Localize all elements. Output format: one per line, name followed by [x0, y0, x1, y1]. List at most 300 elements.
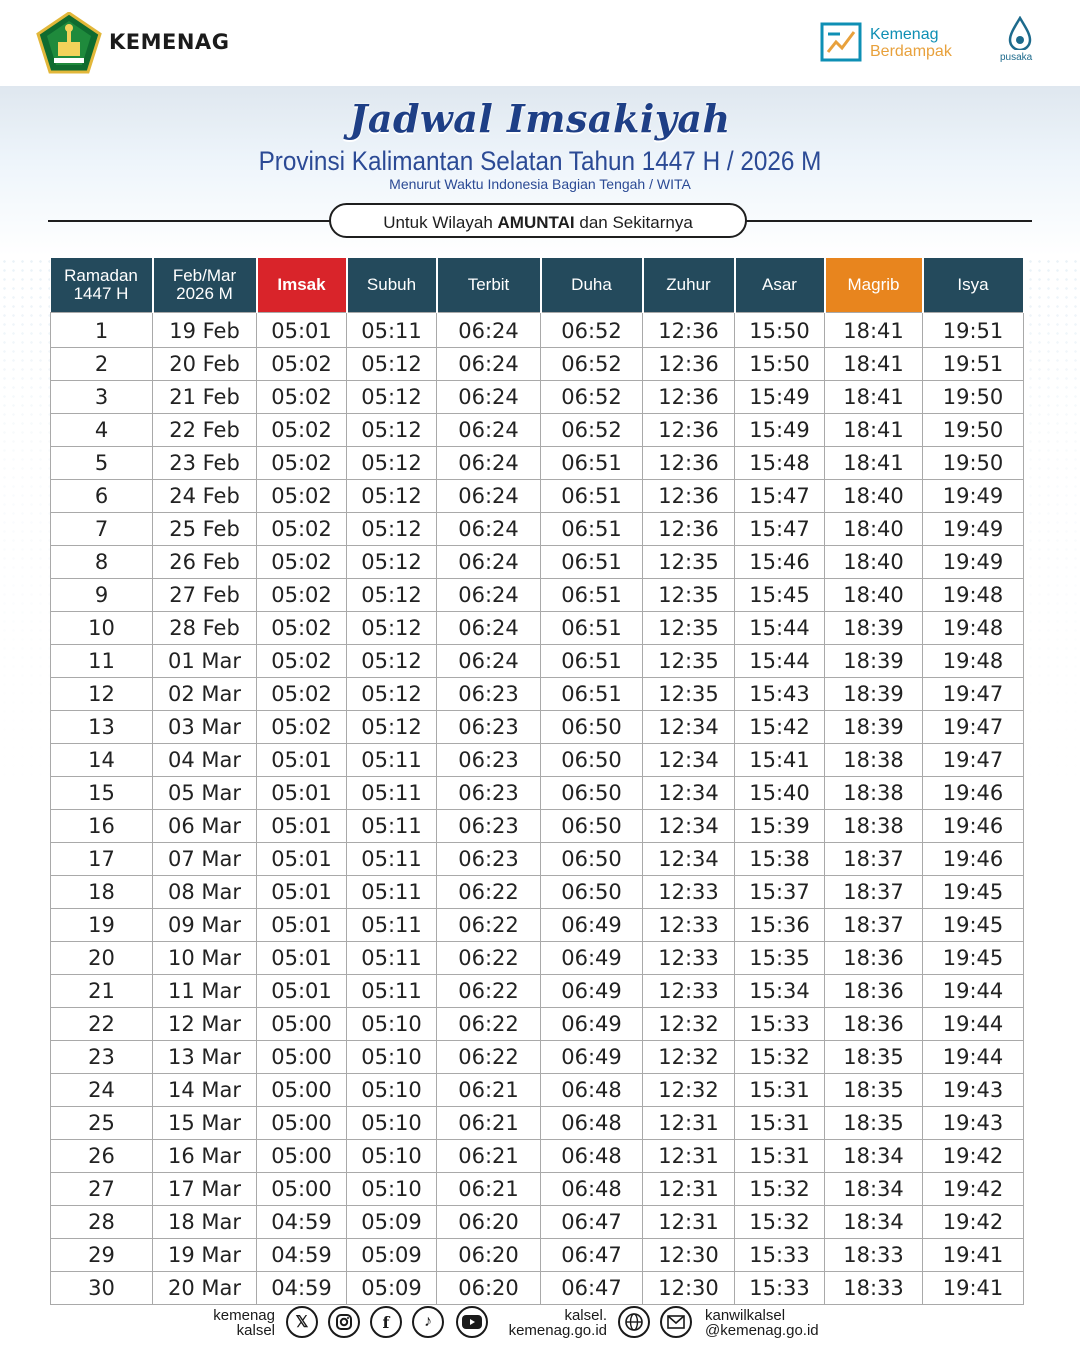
table-cell: 15 Mar	[153, 1107, 257, 1140]
table-cell: 18:41	[825, 381, 923, 414]
table-cell: 12:36	[643, 480, 735, 513]
table-cell: 10	[51, 612, 153, 645]
table-cell: 15:40	[735, 777, 825, 810]
table-cell: 05:11	[347, 942, 437, 975]
table-row	[51, 678, 1024, 711]
table-cell: 19:48	[923, 579, 1024, 612]
table-row	[51, 942, 1024, 975]
table-cell: 05:02	[257, 348, 347, 381]
top-bar	[0, 0, 1080, 86]
table-cell: 15:46	[735, 546, 825, 579]
column-header	[153, 258, 257, 313]
timezone-note: Menurut Waktu Indonesia Bagian Tengah / WITA	[389, 176, 691, 192]
table-cell: 05:12	[347, 678, 437, 711]
table-row	[51, 1107, 1024, 1140]
table-cell: 15:31	[735, 1140, 825, 1173]
table-cell: 19:48	[923, 645, 1024, 678]
table-row	[51, 777, 1024, 810]
table-cell: 19:47	[923, 678, 1024, 711]
table-cell: 06:51	[541, 447, 643, 480]
table-row	[51, 975, 1024, 1008]
table-cell: 7	[51, 513, 153, 546]
table-cell: 15:47	[735, 513, 825, 546]
table-cell: 05:12	[347, 480, 437, 513]
table-row	[51, 579, 1024, 612]
table-cell: 15:35	[735, 942, 825, 975]
table-cell: 05:12	[347, 447, 437, 480]
table-cell: 12:36	[643, 348, 735, 381]
table-cell: 12:36	[643, 513, 735, 546]
table-cell: 15:38	[735, 843, 825, 876]
facebook-icon[interactable]: f	[370, 1306, 402, 1338]
table-cell: 06:49	[541, 1008, 643, 1041]
table-row	[51, 1008, 1024, 1041]
table-cell: 06:50	[541, 810, 643, 843]
table-cell: 09 Mar	[153, 909, 257, 942]
table-row	[51, 348, 1024, 381]
youtube-icon[interactable]	[456, 1306, 488, 1338]
table-cell: 05:10	[347, 1041, 437, 1074]
table-cell: 28 Feb	[153, 612, 257, 645]
table-cell: 12:35	[643, 612, 735, 645]
table-cell: 19:46	[923, 810, 1024, 843]
partner-logos	[820, 14, 1050, 74]
table-cell: 19 Mar	[153, 1239, 257, 1272]
table-cell: 05:01	[257, 942, 347, 975]
table-cell: 18:40	[825, 513, 923, 546]
table-cell: 19:49	[923, 513, 1024, 546]
table-cell: 06:22	[437, 1041, 541, 1074]
table-cell: 06:51	[541, 678, 643, 711]
table-cell: 06:52	[541, 381, 643, 414]
table-cell: 12 Mar	[153, 1008, 257, 1041]
table-cell: 15:42	[735, 711, 825, 744]
table-row	[51, 711, 1024, 744]
table-cell: 17	[51, 843, 153, 876]
table-cell: 06:48	[541, 1140, 643, 1173]
table-cell: 13 Mar	[153, 1041, 257, 1074]
table-cell: 12:35	[643, 678, 735, 711]
table-cell: 06:51	[541, 612, 643, 645]
column-header	[923, 258, 1024, 313]
table-cell: 24 Feb	[153, 480, 257, 513]
table-row	[51, 1140, 1024, 1173]
table-cell: 19:46	[923, 843, 1024, 876]
table-cell: 05:01	[257, 876, 347, 909]
table-cell: 03 Mar	[153, 711, 257, 744]
table-cell: 15:39	[735, 810, 825, 843]
x-icon[interactable]: 𝕏	[286, 1306, 318, 1338]
table-cell: 18	[51, 876, 153, 909]
table-cell: 22	[51, 1008, 153, 1041]
table-cell: 06:52	[541, 414, 643, 447]
table-cell: 05:12	[347, 645, 437, 678]
mail-icon[interactable]	[660, 1306, 692, 1338]
table-row	[51, 1074, 1024, 1107]
table-cell: 12:34	[643, 711, 735, 744]
table-cell: 05:01	[257, 777, 347, 810]
table-cell: 05:10	[347, 1008, 437, 1041]
table-cell: 18:35	[825, 1041, 923, 1074]
table-cell: 05:11	[347, 909, 437, 942]
table-cell: 05 Mar	[153, 777, 257, 810]
region-name: AMUNTAI	[497, 213, 575, 232]
table-cell: 04:59	[257, 1206, 347, 1239]
table-cell: 24	[51, 1074, 153, 1107]
table-body	[51, 313, 1024, 1305]
table-cell: 15:49	[735, 381, 825, 414]
table-row	[51, 1173, 1024, 1206]
region-prefix: Untuk Wilayah	[383, 213, 498, 232]
divider-left	[48, 220, 330, 222]
table-cell: 06:22	[437, 975, 541, 1008]
table-cell: 05:00	[257, 1074, 347, 1107]
table-cell: 06:23	[437, 810, 541, 843]
page-subtitle: Provinsi Kalimantan Selatan Tahun 1447 H / 2026 M	[258, 146, 822, 176]
table-cell: 06:22	[437, 1008, 541, 1041]
table-cell: 05:12	[347, 579, 437, 612]
table-cell: 05:02	[257, 480, 347, 513]
social-handle-line2: kalsel	[236, 1322, 275, 1339]
table-cell: 15:49	[735, 414, 825, 447]
table-cell: 05:11	[347, 876, 437, 909]
table-cell: 12	[51, 678, 153, 711]
table-cell: 07 Mar	[153, 843, 257, 876]
table-cell: 18:38	[825, 744, 923, 777]
table-cell: 16	[51, 810, 153, 843]
table-cell: 19:48	[923, 612, 1024, 645]
table-cell: 15:37	[735, 876, 825, 909]
table-cell: 10 Mar	[153, 942, 257, 975]
table-cell: 15:44	[735, 612, 825, 645]
table-cell: 18:36	[825, 975, 923, 1008]
table-cell: 06:51	[541, 546, 643, 579]
table-cell: 12:34	[643, 843, 735, 876]
table-cell: 27	[51, 1173, 153, 1206]
column-header	[51, 258, 153, 313]
email-line2: @kemenag.go.id	[705, 1322, 819, 1339]
table-cell: 06:50	[541, 876, 643, 909]
table-cell: 06:24	[437, 579, 541, 612]
table-cell: 20 Feb	[153, 348, 257, 381]
column-header-line1: Magrib	[847, 275, 900, 294]
table-cell: 18:40	[825, 546, 923, 579]
imsakiyah-table	[50, 258, 1025, 1305]
table-cell: 06:23	[437, 678, 541, 711]
column-header-line1: Imsak	[277, 275, 326, 294]
table-cell: 15:50	[735, 313, 825, 348]
table-cell: 18:39	[825, 711, 923, 744]
table-cell: 18:37	[825, 876, 923, 909]
table-cell: 19:50	[923, 381, 1024, 414]
table-cell: 21	[51, 975, 153, 1008]
table-cell: 15:36	[735, 909, 825, 942]
pusaka-drop-icon	[1008, 16, 1032, 50]
kemenag-emblem-icon	[36, 12, 102, 74]
table-cell: 05:01	[257, 843, 347, 876]
table-cell: 8	[51, 546, 153, 579]
table-cell: 06:24	[437, 513, 541, 546]
table-cell: 28	[51, 1206, 153, 1239]
table-cell: 06:21	[437, 1107, 541, 1140]
table-cell: 04:59	[257, 1272, 347, 1305]
table-cell: 18:38	[825, 810, 923, 843]
website-link[interactable]	[500, 1308, 607, 1338]
column-header-line1: Subuh	[366, 275, 417, 294]
table-cell: 12:31	[643, 1173, 735, 1206]
table-cell: 19:49	[923, 480, 1024, 513]
table-cell: 06:22	[437, 876, 541, 909]
table-cell: 06:22	[437, 942, 541, 975]
table-cell: 05:09	[347, 1206, 437, 1239]
table-row	[51, 480, 1024, 513]
table-cell: 05:01	[257, 810, 347, 843]
table-cell: 18:40	[825, 579, 923, 612]
region-suffix: dan Sekitarnya	[574, 213, 693, 232]
table-cell: 11 Mar	[153, 975, 257, 1008]
table-cell: 06:47	[541, 1239, 643, 1272]
table-row	[51, 381, 1024, 414]
table-cell: 18:36	[825, 1008, 923, 1041]
table-cell: 06:52	[541, 348, 643, 381]
pusaka-label: pusaka	[1000, 52, 1033, 63]
table-cell: 18:33	[825, 1239, 923, 1272]
table-row	[51, 645, 1024, 678]
table-cell: 05:02	[257, 546, 347, 579]
table-cell: 12:30	[643, 1272, 735, 1305]
table-cell: 05:09	[347, 1272, 437, 1305]
table-cell: 06:50	[541, 843, 643, 876]
table-cell: 05:00	[257, 1041, 347, 1074]
table-cell: 06:47	[541, 1272, 643, 1305]
table-cell: 3	[51, 381, 153, 414]
column-header	[257, 258, 347, 313]
table-cell: 06:24	[437, 348, 541, 381]
column-header-line1: Asar	[762, 275, 797, 294]
table-cell: 15:43	[735, 678, 825, 711]
table-row	[51, 513, 1024, 546]
table-cell: 05:01	[257, 909, 347, 942]
table-cell: 18:41	[825, 313, 923, 348]
table-cell: 12:32	[643, 1074, 735, 1107]
table-cell: 18:33	[825, 1272, 923, 1305]
table-cell: 04 Mar	[153, 744, 257, 777]
table-cell: 05:12	[347, 513, 437, 546]
table-cell: 15	[51, 777, 153, 810]
table-cell: 15:33	[735, 1008, 825, 1041]
table-cell: 12:35	[643, 546, 735, 579]
table-cell: 06:23	[437, 777, 541, 810]
email-line1: kanwilkalsel	[705, 1307, 786, 1324]
table-cell: 06:24	[437, 313, 541, 348]
table-cell: 1	[51, 313, 153, 348]
table-cell: 12:34	[643, 810, 735, 843]
table-cell: 12:32	[643, 1041, 735, 1074]
table-cell: 12:35	[643, 645, 735, 678]
table-cell: 06:20	[437, 1272, 541, 1305]
table-cell: 18:38	[825, 777, 923, 810]
table-cell: 19:44	[923, 1008, 1024, 1041]
table-cell: 05:02	[257, 513, 347, 546]
table-cell: 06:48	[541, 1173, 643, 1206]
table-row	[51, 1041, 1024, 1074]
website-line1: kalsel.	[564, 1307, 607, 1324]
kemenag-berdampak-icon	[820, 20, 862, 64]
column-header-line1: Duha	[571, 275, 612, 294]
table-cell: 12:31	[643, 1206, 735, 1239]
table-cell: 06 Mar	[153, 810, 257, 843]
table-cell: 9	[51, 579, 153, 612]
table-cell: 18:41	[825, 447, 923, 480]
table-cell: 15:32	[735, 1173, 825, 1206]
table-cell: 12:34	[643, 744, 735, 777]
table-cell: 05:02	[257, 678, 347, 711]
table-cell: 18:39	[825, 645, 923, 678]
table-cell: 05:02	[257, 711, 347, 744]
table-cell: 12:34	[643, 777, 735, 810]
table-cell: 27 Feb	[153, 579, 257, 612]
table-cell: 06:23	[437, 711, 541, 744]
table-cell: 05:11	[347, 810, 437, 843]
brand-name: KEMENAG	[109, 30, 230, 54]
column-header-line2: 2026 M	[176, 284, 233, 303]
table-cell: 05:02	[257, 645, 347, 678]
table-cell: 15:33	[735, 1239, 825, 1272]
table-cell: 05:00	[257, 1107, 347, 1140]
table-cell: 19:42	[923, 1140, 1024, 1173]
table-cell: 26 Feb	[153, 546, 257, 579]
table-cell: 06:51	[541, 645, 643, 678]
table-cell: 6	[51, 480, 153, 513]
table-row	[51, 447, 1024, 480]
table-cell: 01 Mar	[153, 645, 257, 678]
table-cell: 18:37	[825, 843, 923, 876]
table-cell: 15:44	[735, 645, 825, 678]
table-cell: 06:49	[541, 975, 643, 1008]
table-cell: 12:31	[643, 1140, 735, 1173]
table-row	[51, 843, 1024, 876]
table-cell: 22 Feb	[153, 414, 257, 447]
table-cell: 15:31	[735, 1074, 825, 1107]
table-cell: 06:50	[541, 744, 643, 777]
table-cell: 12:36	[643, 313, 735, 348]
table-cell: 12:35	[643, 579, 735, 612]
table-cell: 12:33	[643, 942, 735, 975]
table-cell: 19	[51, 909, 153, 942]
table-row	[51, 810, 1024, 843]
table-cell: 05:01	[257, 744, 347, 777]
table-cell: 05:12	[347, 612, 437, 645]
table-cell: 06:21	[437, 1173, 541, 1206]
table-cell: 06:50	[541, 777, 643, 810]
column-header	[347, 258, 437, 313]
table-cell: 06:24	[437, 645, 541, 678]
table-cell: 06:20	[437, 1239, 541, 1272]
globe-icon[interactable]	[618, 1306, 650, 1338]
table-cell: 06:22	[437, 909, 541, 942]
table-cell: 06:23	[437, 744, 541, 777]
table-cell: 12:31	[643, 1107, 735, 1140]
column-header-line1: Feb/Mar	[172, 266, 237, 285]
email-address[interactable]	[705, 1308, 819, 1338]
table-cell: 15:33	[735, 1272, 825, 1305]
table-cell: 06:51	[541, 480, 643, 513]
table-cell: 18:35	[825, 1074, 923, 1107]
table-cell: 19:45	[923, 876, 1024, 909]
table-row	[51, 414, 1024, 447]
page-title: Jadwal Imsakiyah	[349, 96, 731, 141]
table-cell: 06:47	[541, 1206, 643, 1239]
table-cell: 19:49	[923, 546, 1024, 579]
table-cell: 23 Feb	[153, 447, 257, 480]
table-cell: 19:46	[923, 777, 1024, 810]
table-cell: 18:37	[825, 909, 923, 942]
table-cell: 12:36	[643, 381, 735, 414]
table-cell: 05:11	[347, 777, 437, 810]
column-header	[643, 258, 735, 313]
table-cell: 06:48	[541, 1074, 643, 1107]
website-line2: kemenag.go.id	[508, 1322, 607, 1339]
table-cell: 06:50	[541, 711, 643, 744]
table-cell: 14 Mar	[153, 1074, 257, 1107]
instagram-icon[interactable]	[328, 1306, 360, 1338]
table-cell: 15:50	[735, 348, 825, 381]
table-cell: 05:00	[257, 1008, 347, 1041]
table-cell: 06:24	[437, 414, 541, 447]
footer	[0, 1296, 1080, 1350]
table-cell: 15:45	[735, 579, 825, 612]
table-cell: 13	[51, 711, 153, 744]
table-cell: 05:00	[257, 1140, 347, 1173]
table-cell: 05:02	[257, 381, 347, 414]
table-cell: 19:44	[923, 975, 1024, 1008]
table-cell: 06:23	[437, 843, 541, 876]
table-cell: 05:11	[347, 975, 437, 1008]
table-row	[51, 313, 1024, 348]
table-row	[51, 546, 1024, 579]
table-cell: 12:33	[643, 909, 735, 942]
table-cell: 06:48	[541, 1107, 643, 1140]
column-header-line1: Isya	[957, 275, 989, 294]
table-cell: 05:00	[257, 1173, 347, 1206]
table-cell: 30	[51, 1272, 153, 1305]
table-cell: 18:39	[825, 612, 923, 645]
table-cell: 04:59	[257, 1239, 347, 1272]
table-cell: 06:49	[541, 1041, 643, 1074]
tiktok-icon[interactable]: ♪	[412, 1306, 444, 1338]
table-cell: 18:39	[825, 678, 923, 711]
table-cell: 19:51	[923, 348, 1024, 381]
table-cell: 18:35	[825, 1107, 923, 1140]
table-cell: 4	[51, 414, 153, 447]
table-cell: 16 Mar	[153, 1140, 257, 1173]
table-cell: 19:47	[923, 744, 1024, 777]
table-cell: 5	[51, 447, 153, 480]
berdampak-line2: Berdampak	[870, 43, 952, 60]
table-cell: 25 Feb	[153, 513, 257, 546]
table-cell: 18:34	[825, 1206, 923, 1239]
table-cell: 05:01	[257, 975, 347, 1008]
berdampak-line1: Kemenag	[870, 26, 939, 43]
table-cell: 19:41	[923, 1272, 1024, 1305]
table-cell: 2	[51, 348, 153, 381]
table-cell: 05:12	[347, 414, 437, 447]
kemenag-berdampak-text	[870, 26, 952, 60]
table-cell: 05:11	[347, 313, 437, 348]
table-cell: 18:34	[825, 1140, 923, 1173]
table-cell: 15:48	[735, 447, 825, 480]
table-cell: 18 Mar	[153, 1206, 257, 1239]
